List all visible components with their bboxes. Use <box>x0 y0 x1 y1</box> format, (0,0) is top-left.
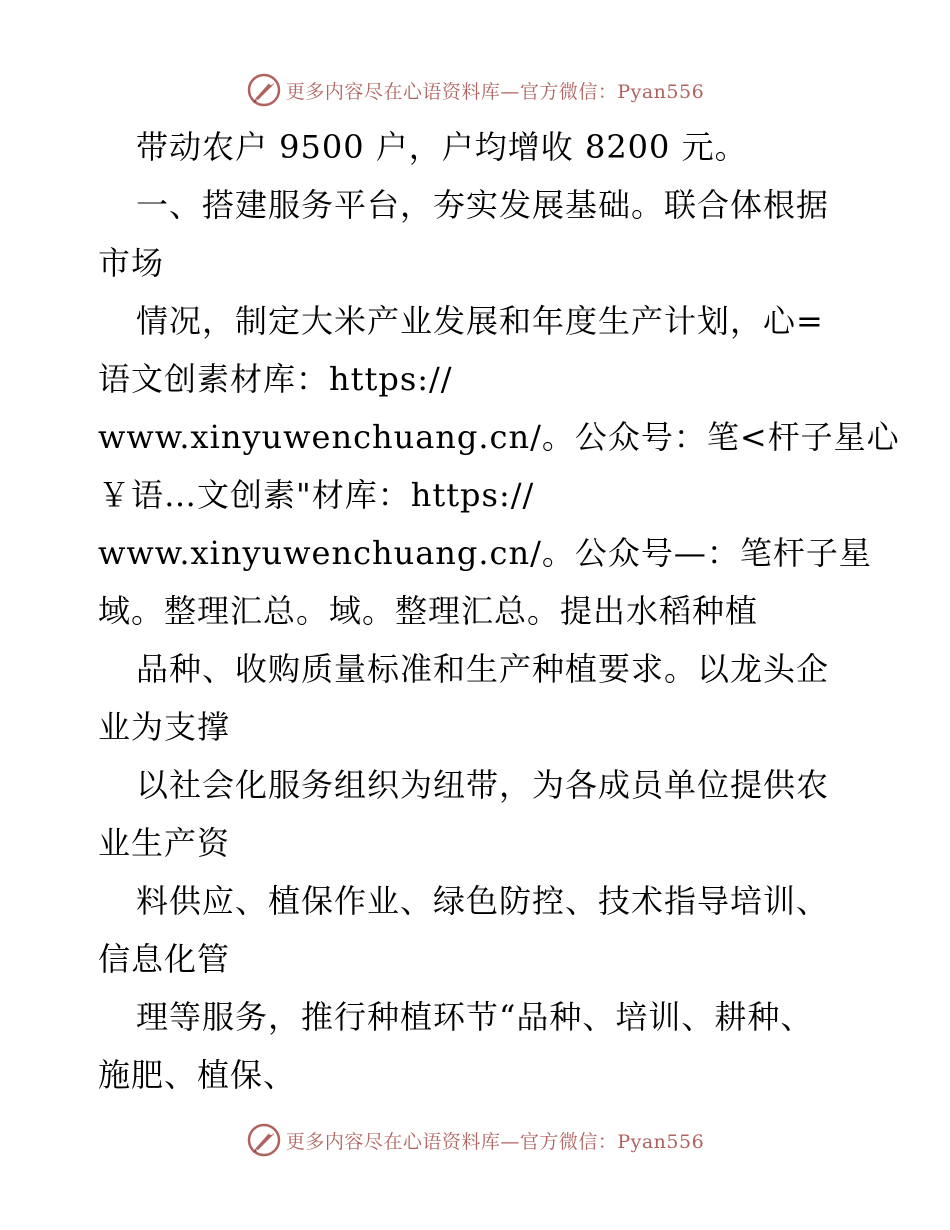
text-line: www.xinyuwenchuang.cn/。公众号：笔<杆子星心 <box>98 418 900 456</box>
text-line: 品种、收购质量标准和生产种植要求。以龙头企 <box>136 650 830 688</box>
text-line: 业生产资 <box>98 824 231 862</box>
text-line: www.xinyuwenchuang.cn/。公众号—：笔杆子星 <box>98 534 872 572</box>
quill-logo-icon <box>246 72 282 108</box>
text-line: 一、搭建服务平台，夯实发展基础。联合体根据 <box>136 186 830 224</box>
header-banner-text: 更多内容尽在心语资料库—官方微信：Pyan556 <box>285 80 705 103</box>
text-line: 理等服务，推行种植环节“品种、培训、耕种、 <box>136 998 814 1036</box>
text-line: 以社会化服务组织为纽带，为各成员单位提供农 <box>136 766 830 804</box>
footer-banner-text: 更多内容尽在心语资料库—官方微信：Pyan556 <box>285 1130 705 1153</box>
text-line: 语文创素材库：https:// <box>98 360 453 398</box>
text-line: 带动农户 9500 户，户均增收 8200 元。 <box>136 128 748 166</box>
text-line: 情况，制定大米产业发展和年度生产计划，心= <box>136 302 824 340</box>
text-line: 业为支撑 <box>98 708 231 746</box>
footer-banner <box>0 1120 950 1160</box>
document-body <box>98 118 900 1104</box>
text-line: 信息化管 <box>98 940 231 978</box>
text-line: 域。整理汇总。域。整理汇总。提出水稻种植 <box>98 592 759 630</box>
text-line: 施肥、植保、 <box>98 1056 297 1094</box>
quill-logo-icon <box>246 1122 282 1158</box>
text-line: ￥语…文创素"材库：https:// <box>98 476 535 514</box>
text-line: 料供应、植保作业、绿色防控、技术指导培训、 <box>136 882 830 920</box>
header-banner <box>0 70 950 110</box>
text-line: 市场 <box>98 244 165 282</box>
